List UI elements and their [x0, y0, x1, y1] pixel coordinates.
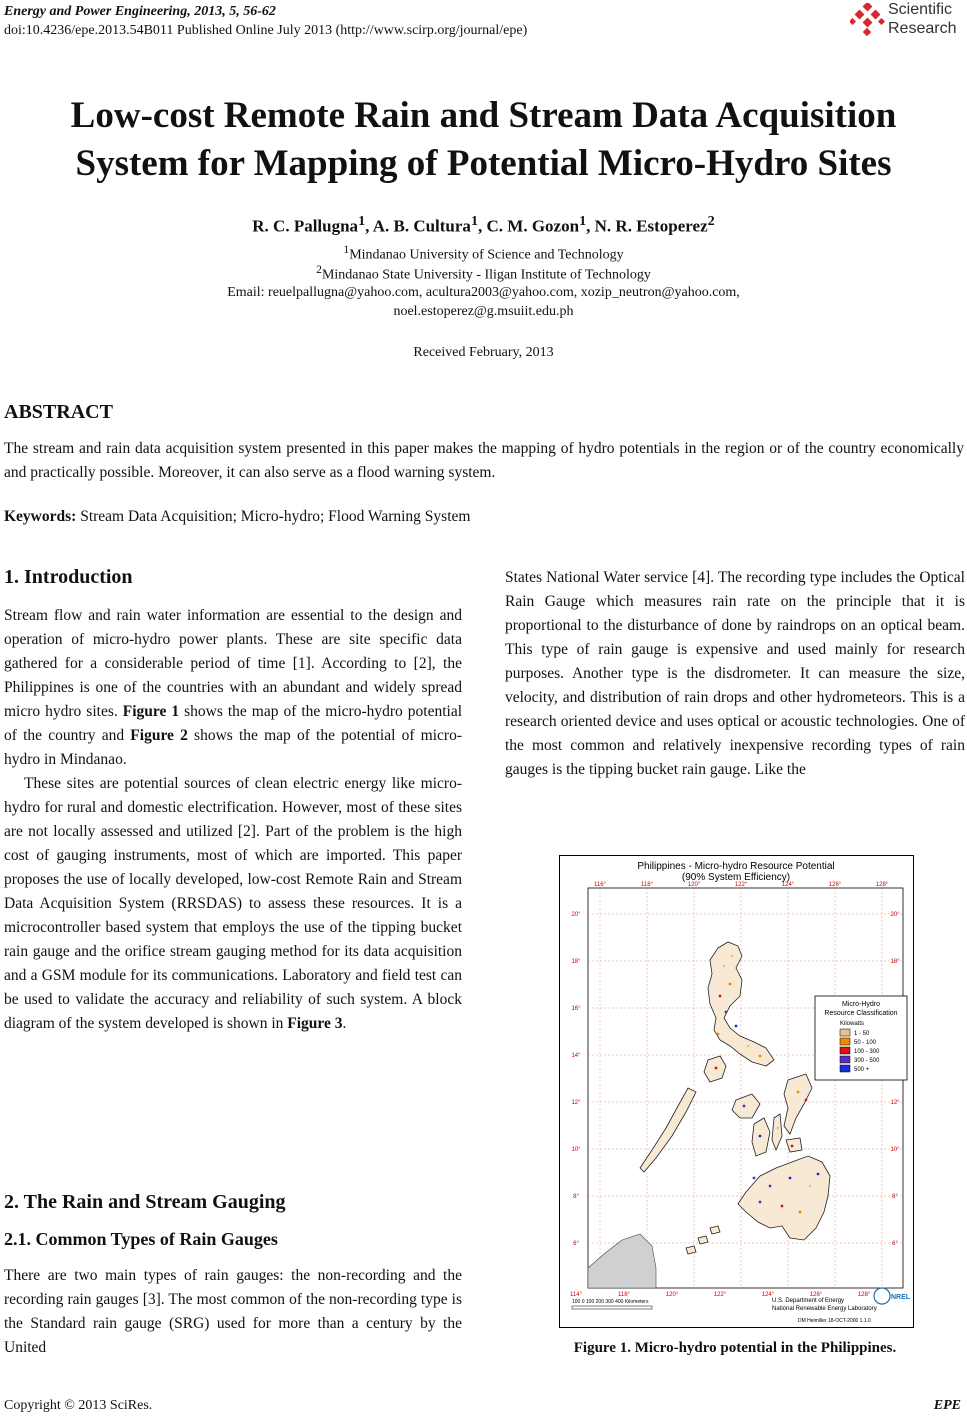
- longitude-label-bottom: 124°: [761, 1292, 775, 1298]
- latitude-label-right: 20°: [890, 912, 900, 918]
- affil-1-text: Mindanao University of Science and Technology: [349, 247, 624, 263]
- legend-title-1: Micro-Hydro: [841, 1001, 881, 1008]
- keywords: [4, 508, 470, 526]
- nrel-logo: [874, 1288, 911, 1304]
- resource-site-marker: [715, 1067, 718, 1070]
- section-2-heading: 2. The Rain and Stream Gauging: [4, 1191, 286, 1213]
- resource-site-marker: [797, 1091, 800, 1094]
- figure-1-caption: Figure 1. Micro-hydro potential in the Philippines.: [573, 1340, 897, 1356]
- intro-p1-part-c: shows the map of the potential of micro-hydro in Mindanao.: [4, 727, 462, 768]
- legend-label: 300 - 500: [854, 1058, 880, 1064]
- title-line-1: Low-cost Remote Rain and Stream Data Acquisition: [70, 95, 897, 136]
- resource-site-marker: [753, 1177, 756, 1180]
- figure-2-ref[interactable]: Figure 2: [130, 727, 188, 744]
- author-3-sup: 1: [579, 213, 587, 229]
- logo-text-1: Scientific: [888, 1, 953, 18]
- figure-1-ref[interactable]: Figure 1: [122, 703, 180, 720]
- logo-icon: [850, 3, 886, 39]
- latitude-label-right: 6°: [892, 1241, 898, 1247]
- logo-text-2: Research: [888, 20, 957, 37]
- author-2: A. B. Cultura: [372, 216, 471, 236]
- resource-site-marker: [777, 1127, 780, 1130]
- legend-swatch: [840, 1038, 850, 1045]
- right-column-paragraph: States National Water service [4]. The recording type includes the Optical Rain Gauge which measures rain rate on the principle that it is proportional to the disturbance of done by raindrops on an optical beam. This type of rain gauge is expensive and used mainly for research purposes. Another type is the disdrometer. It can measure the size, velocity, and distribution of rain drops and other hydrometeors. This is a research oriented device and uses optical or acoustic technologies. One of the most common and relatively inexpensive recording types of rain gauges is the tipping bucket rain gauge. Like the: [505, 569, 965, 778]
- longitude-label-bottom: 122°: [713, 1292, 727, 1298]
- resource-site-marker: [735, 1025, 738, 1028]
- resource-site-marker: [799, 1211, 802, 1214]
- keywords-label: Keywords:: [4, 508, 77, 525]
- latitude-label-right: 12°: [890, 1100, 900, 1106]
- map-legend: [815, 996, 907, 1080]
- longitude-label-bottom: 118°: [618, 1292, 630, 1298]
- map-scale-text: 100 0 100 200 300 400 Kilometers: [572, 1299, 649, 1305]
- email-line-1: Email: reuelpallugna@yahoo.com, acultura2003@yahoo.com, xozip_neutron@yahoo.com,: [227, 285, 740, 300]
- longitude-label-top: 124°: [781, 882, 795, 888]
- latitude-labels-left: [571, 912, 581, 1247]
- resource-site-marker: [759, 1135, 762, 1138]
- intro-p1-part-b: shows the map of the micro-hydro potential of the country and: [4, 703, 462, 744]
- latitude-label-left: 16°: [571, 1006, 581, 1012]
- legend-swatch: [840, 1065, 850, 1072]
- latitude-label-left: 12°: [571, 1100, 581, 1106]
- resource-site-marker: [759, 1055, 762, 1058]
- resource-site-marker: [743, 1105, 746, 1108]
- figure-3-ref[interactable]: Figure 3: [287, 1015, 343, 1032]
- affiliation-2: [0, 260, 967, 286]
- latitude-label-right: 8°: [892, 1194, 898, 1200]
- journal-abbreviation: EPE: [933, 1398, 961, 1413]
- email-line-2: noel.estoperez@g.msuiit.edu.ph: [393, 304, 574, 319]
- map-scale-bar: [572, 1306, 652, 1309]
- journal-name: Energy and Power Engineering: [4, 4, 188, 19]
- latitude-label-left: 8°: [573, 1194, 579, 1200]
- doi-line: doi:10.4236/epe.2013.54B011 Published Online July 2013 (http://www.scirp.org/journal/epe): [4, 23, 528, 38]
- longitude-label-top: 116°: [594, 882, 606, 888]
- longitude-label-top: 128°: [875, 882, 889, 888]
- abstract-text: The stream and rain data acquisition system presented in this paper makes the mapping of hydro potentials in the region or of the country economically and practically possible. Moreover, it can also serve as a flood warning system.: [4, 440, 964, 481]
- legend-title-2: Resource Classification: [824, 1010, 898, 1017]
- figure-1-map: [559, 855, 914, 1328]
- author-list: R. C. Pallugna$^1$, A. B. Cultura$^1$, C. M. Gozon$^1$, N. R. Estoperez$^2$: [252, 213, 715, 236]
- section-2-1-heading: 2.1. Common Types of Rain Gauges: [4, 1229, 278, 1249]
- intro-heading: 1. Introduction: [4, 566, 133, 588]
- latitude-label-left: 10°: [571, 1147, 581, 1153]
- longitude-label-bottom: 120°: [665, 1292, 679, 1298]
- longitude-label-bottom: 114°: [570, 1292, 582, 1298]
- credit-line-1: U.S. Department of Energy: [772, 1298, 845, 1304]
- intro-p2-part-a: These sites are potential sources of clean electric energy like micro-hydro for rural and domestic electrification. However, most of these sites are not locally assessed and utilized [2]. Part of the problem is the high cost of gauging instruments, most of which are imported. This paper proposes the use of locally developed, low-cost Remote Rain and Stream Data Acquisition System (RRSDAS) to assess these resources. It is a microcontroller based system that employs the use of the tipping bucket rain gauge and the orifice stream gauging method for its data acquisition and a GSM module for its communications. Laboratory and field test can be used to validate the accuracy and reliability of such system. A block diagram of the system developed is shown in: [4, 775, 462, 1032]
- intro-p2-part-b: .: [342, 1015, 347, 1032]
- running-header: [4, 2, 527, 40]
- credit-line-3: DM Heimiller 18-OCT-2000 1.1.0: [798, 1318, 871, 1324]
- longitude-label-top: 120°: [687, 882, 701, 888]
- latitude-label-left: 20°: [571, 912, 581, 918]
- longitude-labels-top: [594, 882, 889, 888]
- legend-label: 500 +: [854, 1067, 870, 1073]
- intro-paragraph-2: [4, 772, 462, 1036]
- author-3: C. M. Gozon: [486, 216, 580, 236]
- longitude-label-top: 118°: [641, 882, 653, 888]
- legend-swatch: [840, 1047, 850, 1054]
- resource-site-marker: [719, 995, 722, 998]
- paper-title: [0, 92, 967, 188]
- resource-site-marker: [759, 1201, 762, 1204]
- latitude-label-right: 10°: [890, 1147, 900, 1153]
- longitude-label-bottom: 128°: [857, 1292, 871, 1298]
- resource-site-marker: [791, 1145, 794, 1148]
- affil-2-sup: 2: [316, 263, 322, 276]
- author-2-sup: 1: [470, 213, 479, 229]
- intro-body: [4, 604, 462, 1036]
- latitude-label-left: 14°: [571, 1053, 581, 1059]
- legend-swatch: [840, 1056, 850, 1063]
- resource-site-marker: [789, 1177, 792, 1180]
- title-line-2: System for Mapping of Potential Micro-Hydro Sites: [75, 143, 892, 184]
- author-1-sup: 1: [358, 213, 366, 229]
- received-date: Received February, 2013: [413, 345, 554, 360]
- legend-label: 100 - 300: [854, 1049, 880, 1055]
- section-2-1-body: There are two main types of rain gauges: the non-recording and the recording rain gauges [3]. The most common of the non-recording type is the Standard rain gauge (SRG) used for more than a century by the United: [4, 1267, 462, 1356]
- copyright: Copyright © 2013 SciRes.: [4, 1398, 153, 1413]
- resource-site-marker: [725, 1011, 728, 1014]
- latitude-label-left: 6°: [573, 1241, 579, 1247]
- intro-p1-part-a: Stream flow and rain water information are essential to the design and operation of micro-hydro power plants. These are site specific data gathered for a considerable period of time [1]. According to [2], the Philippines is one of the countries with an abundant and widely spread micro hydro sites.: [4, 607, 462, 720]
- author-4: N. R. Estoperez: [594, 216, 708, 236]
- resource-site-marker: [729, 983, 732, 986]
- author-1: R. C. Pallugna: [252, 216, 359, 236]
- longitude-label-top: 122°: [734, 882, 748, 888]
- keywords-text: Stream Data Acquisition; Micro-hydro; Flood Warning System: [76, 508, 471, 525]
- legend-units: Kilowatts: [840, 1021, 865, 1027]
- journal-volume: , 2013, 5, 56-62: [187, 4, 276, 19]
- resource-site-marker: [809, 1185, 812, 1188]
- legend-label: 50 - 100: [854, 1040, 877, 1046]
- longitude-label-bottom: 126°: [809, 1292, 823, 1298]
- map-svg: [560, 856, 913, 1327]
- intro-paragraph-1: [4, 604, 462, 772]
- resource-site-marker: [717, 1033, 720, 1036]
- latitude-label-left: 18°: [571, 959, 581, 965]
- affil-2-text: Mindanao State University - Iligan Institute of Technology: [321, 267, 651, 283]
- resource-site-marker: [805, 1099, 808, 1102]
- resource-site-marker: [747, 1045, 750, 1048]
- publisher-logo: [850, 0, 967, 44]
- resource-site-marker: [817, 1173, 820, 1176]
- map-title-2: (90% System Efficiency): [681, 872, 791, 883]
- affil-1-sup: 1: [343, 243, 350, 256]
- map-title-1: Philippines - Micro-hydro Resource Potential: [637, 861, 835, 872]
- credit-line-2: National Renewable Energy Laboratory: [772, 1306, 877, 1312]
- map-frame: [588, 888, 903, 1288]
- legend-swatch: [840, 1029, 850, 1036]
- resource-site-marker: [723, 965, 726, 968]
- author-4-sup: 2: [707, 213, 715, 229]
- longitude-label-top: 126°: [828, 882, 842, 888]
- resource-site-marker: [769, 1185, 772, 1188]
- latitude-label-right: 18°: [890, 959, 900, 965]
- abstract-heading: ABSTRACT: [4, 401, 113, 423]
- legend-label: 1 - 50: [854, 1031, 870, 1037]
- nrel-text: NREL: [891, 1294, 911, 1301]
- resource-site-marker: [781, 1205, 784, 1208]
- resource-site-marker: [731, 955, 734, 958]
